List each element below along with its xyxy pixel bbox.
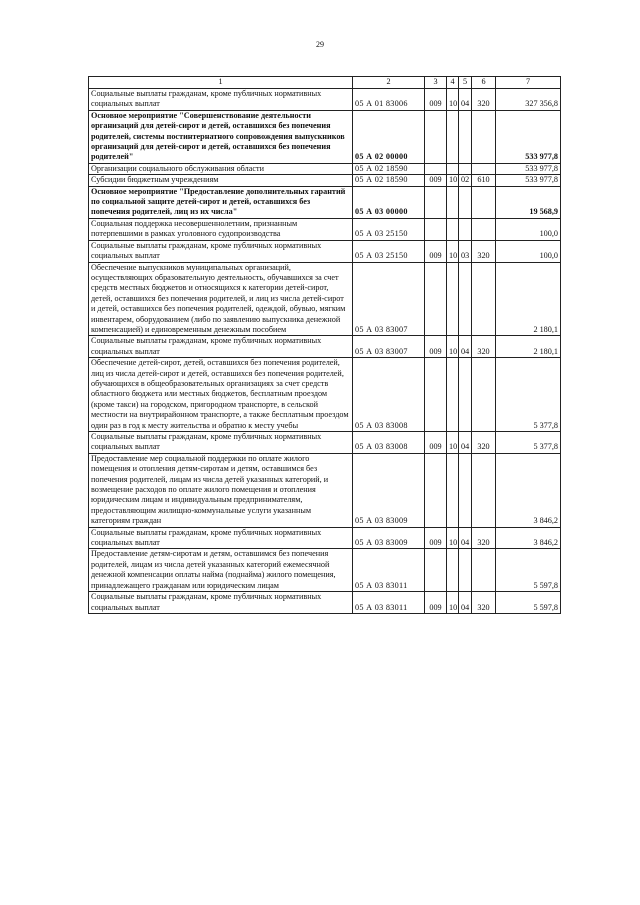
table-header-row — [89, 77, 561, 89]
row-code-cell: 05 А 02 18590 — [353, 163, 425, 174]
row-subsection-cell — [459, 110, 472, 163]
row-section-cell: 10 — [447, 240, 459, 262]
column-header: 5 — [459, 77, 472, 89]
row-subsection-cell: 04 — [459, 89, 472, 111]
row-name-cell: Социальные выплаты гражданам, кроме публичных нормативных социальных выплат — [89, 527, 353, 549]
row-amount-cell: 5 597,8 — [496, 549, 561, 592]
column-header: 3 — [425, 77, 447, 89]
row-amount-cell: 327 356,8 — [496, 89, 561, 111]
row-amount-cell: 5 377,8 — [496, 432, 561, 454]
row-subsection-cell: 04 — [459, 432, 472, 454]
row-amount-cell: 100,0 — [496, 218, 561, 240]
row-subsection-cell — [459, 186, 472, 218]
table-row — [89, 89, 561, 111]
row-subsection-cell — [459, 358, 472, 432]
row-expense-type-cell: 320 — [472, 240, 496, 262]
row-ministry-cell: 009 — [425, 89, 447, 111]
row-amount-cell: 3 846,2 — [496, 527, 561, 549]
row-section-cell: 10 — [447, 336, 459, 358]
column-header: 4 — [447, 77, 459, 89]
table-body — [89, 89, 561, 614]
row-expense-type-cell: 320 — [472, 432, 496, 454]
row-expense-type-cell — [472, 218, 496, 240]
row-code-cell: 05 А 02 18590 — [353, 175, 425, 186]
row-subsection-cell: 03 — [459, 240, 472, 262]
row-code-cell: 05 А 03 83011 — [353, 549, 425, 592]
row-section-cell — [447, 218, 459, 240]
row-subsection-cell — [459, 549, 472, 592]
table-row — [89, 432, 561, 454]
row-ministry-cell — [425, 110, 447, 163]
row-name-cell: Организации социального обслуживания области — [89, 163, 353, 174]
row-ministry-cell: 009 — [425, 527, 447, 549]
table-row — [89, 175, 561, 186]
row-subsection-cell — [459, 262, 472, 336]
row-name-cell: Социальные выплаты гражданам, кроме публичных нормативных социальных выплат — [89, 89, 353, 111]
row-name-cell: Основное мероприятие "Совершенствование деятельности организаций для детей-сирот и детей, оставшихся без попечения родителей, системы постинтернатного сопровождения выпускников организаций для детей-сирот и детей, оставшихся без попечения родителей" — [89, 110, 353, 163]
row-amount-cell: 2 180,1 — [496, 262, 561, 336]
row-name-cell: Обеспечение выпускников муниципальных организаций, осуществляющих образовательную деятельность, обучавшихся за счет средств местных бюджетов и относящихся к категории детей-сирот, детей, оставшихся без попечения родителей, и лиц из числа детей-сирот и детей, оставшихся без попечения родителей, одеждой, обувью, мягким инвентарем, оборудованием (либо по заявлению выпускника денежной компенсацией) и единовременным денежным пособием — [89, 262, 353, 336]
row-expense-type-cell — [472, 163, 496, 174]
row-name-cell: Социальные выплаты гражданам, кроме публичных нормативных социальных выплат — [89, 432, 353, 454]
row-expense-type-cell — [472, 262, 496, 336]
row-code-cell: 05 А 03 25150 — [353, 240, 425, 262]
row-amount-cell: 3 846,2 — [496, 453, 561, 527]
row-code-cell: 05 А 03 00000 — [353, 186, 425, 218]
row-section-cell — [447, 358, 459, 432]
column-header: 1 — [89, 77, 353, 89]
row-section-cell — [447, 453, 459, 527]
row-amount-cell: 5 377,8 — [496, 358, 561, 432]
row-section-cell: 10 — [447, 592, 459, 614]
row-ministry-cell: 009 — [425, 336, 447, 358]
row-amount-cell: 5 597,8 — [496, 592, 561, 614]
table-row — [89, 336, 561, 358]
row-ministry-cell — [425, 186, 447, 218]
table-row — [89, 549, 561, 592]
row-name-cell: Обеспечение детей-сирот, детей, оставшихся без попечения родителей, лиц из числа детей-сирот и детей, оставшихся без попечения родителей, обучающихся в общеобразовательных организациях за счет средств областного бюджета или местных бюджетов, бесплатным проездом (кроме такси) на городском, пригородном транспорте, в сельской местности на внутрирайонном транспорте, а также бесплатным проездом один раз в год к месту жительства и обратно к месту учебы — [89, 358, 353, 432]
row-section-cell — [447, 110, 459, 163]
row-name-cell: Основное мероприятие "Предоставление дополнительных гарантий по социальной защите детей-сирот и детей, оставшихся без попечения родителей, лиц из их числа" — [89, 186, 353, 218]
row-subsection-cell: 02 — [459, 175, 472, 186]
table-row — [89, 453, 561, 527]
row-section-cell — [447, 163, 459, 174]
row-expense-type-cell — [472, 186, 496, 218]
row-section-cell: 10 — [447, 432, 459, 454]
row-subsection-cell: 04 — [459, 527, 472, 549]
row-code-cell: 05 А 03 83007 — [353, 336, 425, 358]
row-subsection-cell: 04 — [459, 592, 472, 614]
page-number: 29 — [316, 40, 324, 49]
row-code-cell: 05 А 03 83007 — [353, 262, 425, 336]
row-ministry-cell: 009 — [425, 240, 447, 262]
row-ministry-cell — [425, 358, 447, 432]
row-expense-type-cell: 320 — [472, 89, 496, 111]
row-ministry-cell — [425, 549, 447, 592]
row-ministry-cell — [425, 262, 447, 336]
row-ministry-cell — [425, 163, 447, 174]
row-code-cell: 05 А 03 83009 — [353, 527, 425, 549]
row-section-cell — [447, 549, 459, 592]
table-row — [89, 592, 561, 614]
table-row — [89, 240, 561, 262]
row-expense-type-cell — [472, 453, 496, 527]
row-ministry-cell — [425, 453, 447, 527]
row-code-cell: 05 А 03 83008 — [353, 432, 425, 454]
column-header: 6 — [472, 77, 496, 89]
table-row — [89, 358, 561, 432]
row-ministry-cell: 009 — [425, 432, 447, 454]
row-section-cell: 10 — [447, 89, 459, 111]
row-code-cell: 05 А 03 83008 — [353, 358, 425, 432]
row-code-cell: 05 А 01 83006 — [353, 89, 425, 111]
row-amount-cell: 100,0 — [496, 240, 561, 262]
row-code-cell: 05 А 03 25150 — [353, 218, 425, 240]
row-expense-type-cell — [472, 549, 496, 592]
table-row — [89, 218, 561, 240]
row-expense-type-cell: 320 — [472, 527, 496, 549]
row-subsection-cell: 04 — [459, 336, 472, 358]
row-amount-cell: 533 977,8 — [496, 163, 561, 174]
row-ministry-cell: 009 — [425, 175, 447, 186]
row-section-cell — [447, 186, 459, 218]
column-header: 7 — [496, 77, 561, 89]
row-ministry-cell: 009 — [425, 592, 447, 614]
row-section-cell: 10 — [447, 527, 459, 549]
row-subsection-cell — [459, 453, 472, 527]
row-name-cell: Предоставление детям-сиротам и детям, оставшимся без попечения родителей, лицам из числа детей указанных категорий ежемесячной денежной компенсации оплаты найма (поднайма) жилого помещения, принадлежащего гражданам или юридическим лицам — [89, 549, 353, 592]
row-name-cell: Социальные выплаты гражданам, кроме публичных нормативных социальных выплат — [89, 336, 353, 358]
row-code-cell: 05 А 03 83011 — [353, 592, 425, 614]
row-code-cell: 05 А 02 00000 — [353, 110, 425, 163]
row-section-cell: 10 — [447, 175, 459, 186]
row-name-cell: Предоставление мер социальной поддержки по оплате жилого помещения и отопления детям-сиротам и детям, оставшимся без попечения родителей, лицам из числа детей указанных категорий, и возмещение расходов по оплате жилого помещения и отопления юридическим лицам и индивидуальным предпринимателям, предоставляющим жилищно-коммунальные услуги указанным категориям граждан — [89, 453, 353, 527]
row-subsection-cell — [459, 163, 472, 174]
row-amount-cell: 19 568,9 — [496, 186, 561, 218]
row-expense-type-cell — [472, 358, 496, 432]
row-section-cell — [447, 262, 459, 336]
row-code-cell: 05 А 03 83009 — [353, 453, 425, 527]
row-subsection-cell — [459, 218, 472, 240]
row-name-cell: Социальные выплаты гражданам, кроме публичных нормативных социальных выплат — [89, 592, 353, 614]
table-row — [89, 262, 561, 336]
table-row — [89, 110, 561, 163]
budget-table — [88, 76, 561, 614]
row-amount-cell: 533 977,8 — [496, 175, 561, 186]
row-ministry-cell — [425, 218, 447, 240]
table-row — [89, 163, 561, 174]
row-expense-type-cell — [472, 110, 496, 163]
row-amount-cell: 2 180,1 — [496, 336, 561, 358]
row-name-cell: Социальные выплаты гражданам, кроме публичных нормативных социальных выплат — [89, 240, 353, 262]
row-expense-type-cell: 320 — [472, 336, 496, 358]
row-expense-type-cell: 320 — [472, 592, 496, 614]
column-header: 2 — [353, 77, 425, 89]
table-row — [89, 527, 561, 549]
row-name-cell: Субсидии бюджетным учреждениям — [89, 175, 353, 186]
row-name-cell: Социальная поддержка несовершеннолетним, признанным потерпевшими в рамках уголовного судопроизводства — [89, 218, 353, 240]
row-amount-cell: 533 977,8 — [496, 110, 561, 163]
row-expense-type-cell: 610 — [472, 175, 496, 186]
table-row — [89, 186, 561, 218]
